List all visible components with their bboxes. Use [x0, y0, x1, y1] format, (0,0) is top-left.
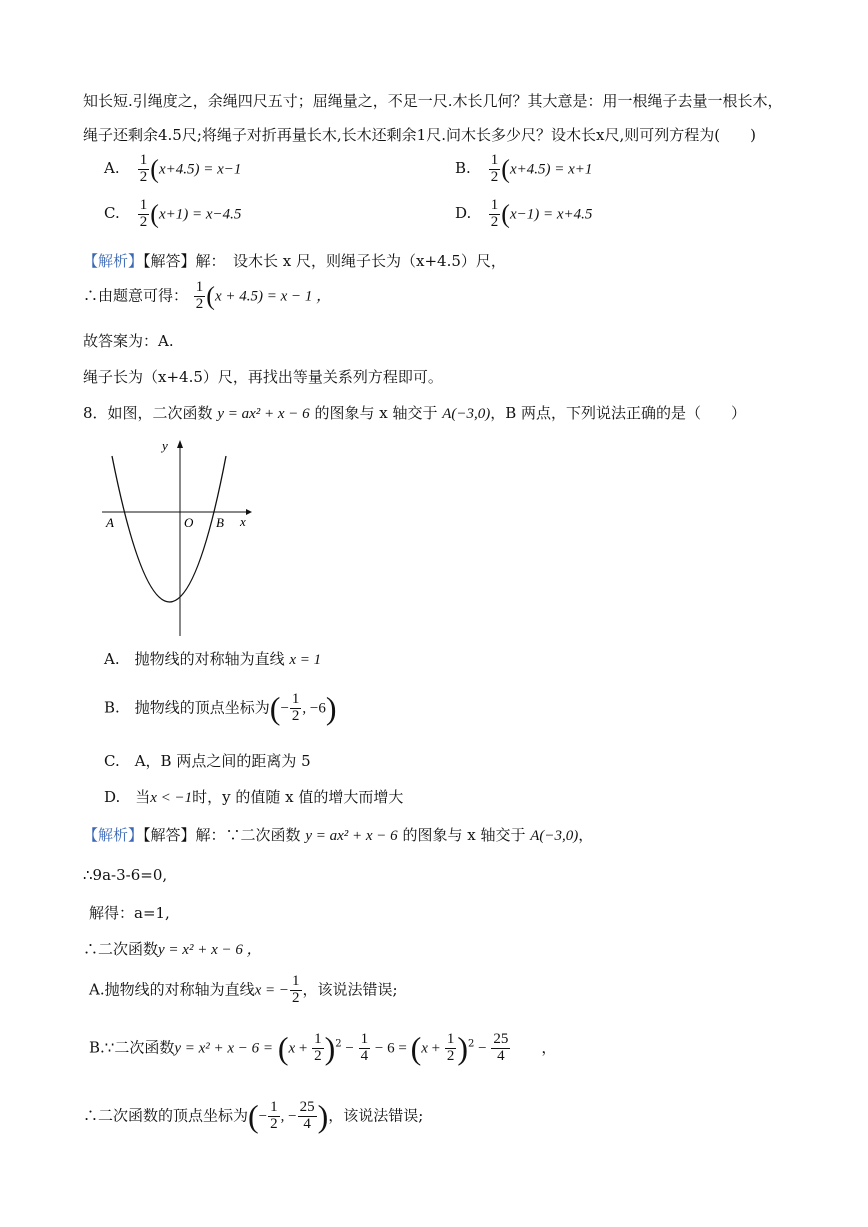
- q8-option-b[interactable]: B. 抛物线的顶点坐标为(− $\frac{1}{2}$ , −6): [104, 690, 337, 726]
- q8-option-a[interactable]: A. 抛物线的对称轴为直线 x = 1: [104, 650, 322, 668]
- point-a-label: A: [106, 515, 114, 530]
- y-axis-arrow: [177, 440, 183, 448]
- q8-option-d[interactable]: D. 当x < −1时，y 的值随 x 值的增大而增大: [104, 788, 404, 806]
- analysis-tag: 【解析】: [83, 252, 144, 270]
- origin-label: O: [184, 515, 194, 530]
- q7-option-b[interactable]: B. $\frac{1}{2}$ (x+4.5) = x+1: [455, 152, 593, 185]
- q7-answer: 故答案为：A.: [83, 332, 174, 350]
- q8-option-c[interactable]: C. A，B 两点之间的距离为 5: [104, 752, 311, 770]
- q7-solution-line2: ∴由题意可得： $\frac{1}{2}$ (x + 4.5) = x − 1 ，: [83, 279, 332, 312]
- parabola-graph: [98, 436, 254, 640]
- answer-tag: 【解答】: [143, 252, 196, 270]
- q7-stem-line1: 知长短.引绳度之，余绳四尺五寸；屈绳量之，不足一尺.木长几何？其大意是：用一根绳子去量一根长木，: [83, 92, 783, 110]
- answer-tag-2: 【解答】: [143, 826, 196, 844]
- q8-step-6: ∴二次函数的顶点坐标为(− $\frac{1}{2}$ , − $\frac{25}{4}$ )，该说法错误;: [83, 1098, 424, 1134]
- q8-stem: 8．如图，二次函数 y = ax² + x − 6 的图象与 x 轴交于 A(−3,0)，B 两点，下列说法正确的是（ ）: [83, 404, 747, 422]
- x-axis-arrow: [246, 509, 252, 515]
- q8-step-3: ∴二次函数y = x² + x − 6 ，: [83, 940, 262, 958]
- q8-step-5: B.∵二次函数y = x² + x − 6 = (x + $\frac{1}{2}$ )$^2$ − $\frac{1}{4}$ − 6 = (x + $\frac{1}{2}$ )$^2$ − $\frac{25}{4}$ ，: [89, 1030, 557, 1066]
- q8-solution-intro: 【解析】【解答】解：∵二次函数 y = ax² + x − 6 的图象与 x 轴交于 A(−3,0)，: [83, 826, 594, 844]
- q7-solution-line1: 【解析】【解答】解： 设木长 x 尺，则绳子长为（x+4.5）尺，: [83, 252, 506, 270]
- q7-option-d[interactable]: D. $\frac{1}{2}$ (x−1) = x+4.5: [455, 197, 593, 230]
- y-axis-label: y: [162, 438, 168, 453]
- x-axis-label: x: [240, 514, 246, 529]
- parabola-curve: [112, 456, 226, 602]
- q8-step-4: A.抛物线的对称轴为直线x = − $\frac{1}{2}$ ，该说法错误;: [89, 973, 398, 1006]
- q8-step-2: 解得：a=1,: [89, 904, 170, 922]
- analysis-tag-2: 【解析】: [83, 826, 144, 844]
- q7-option-c[interactable]: C. $\frac{1}{2}$ (x+1) = x−4.5: [104, 197, 242, 230]
- q8-step-1: ∴9a-3-6=0,: [83, 866, 168, 884]
- q7-option-a[interactable]: A. $\frac{1}{2}$ (x+4.5) = x−1: [104, 152, 242, 185]
- point-b-label: B: [216, 515, 224, 530]
- q7-note: 绳子长为（x+4.5）尺，再找出等量关系列方程即可。: [83, 368, 443, 386]
- q7-stem-line2: 绳子还剩余4.5尺;将绳子对折再量长木,长木还剩余1尺.问木长多少尺？设木长x尺,则可列方程为( ): [83, 126, 756, 144]
